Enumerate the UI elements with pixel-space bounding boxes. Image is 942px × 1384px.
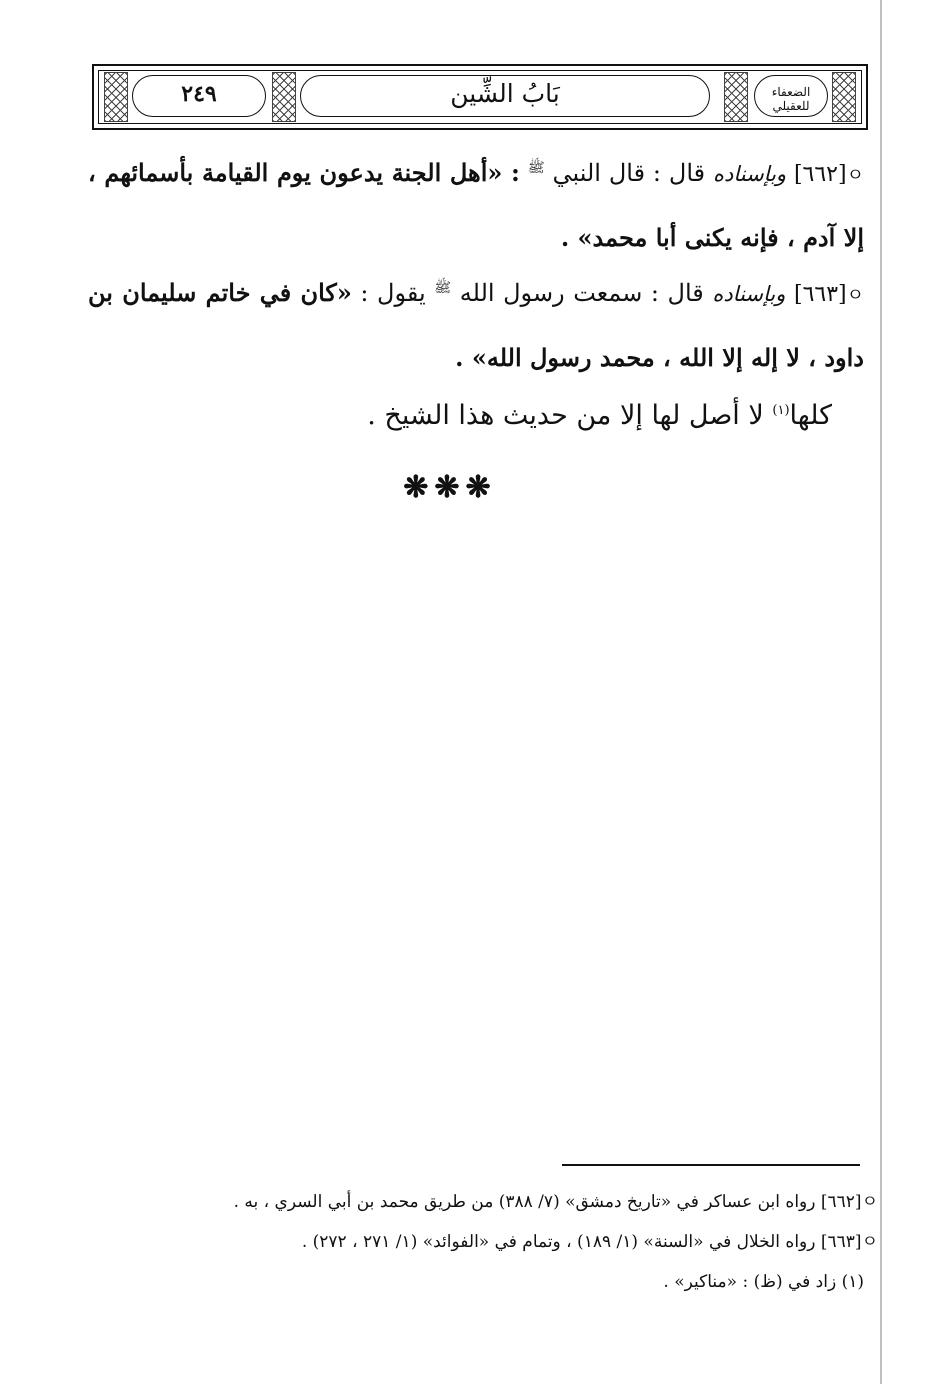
page-number-cartouche (132, 75, 266, 117)
blessing-glyph: ﷺ (434, 280, 452, 296)
section-separator: ❋❋❋ (403, 470, 497, 505)
entry-number: [٦٦٣] (793, 282, 847, 307)
footnote-reference: (١) (772, 403, 790, 418)
page-number: ٢٤٩ (181, 81, 217, 107)
page-spine-line (880, 0, 882, 1384)
entry-number: [٦٦٢] (793, 162, 847, 187)
ornament-icon (104, 72, 128, 122)
comment-lead: كلها (789, 400, 832, 431)
entry-marker-icon: ㅇ (846, 165, 864, 186)
book-title: الضعفاء للعقيلي (771, 85, 811, 113)
entry-intro: قال : سمعت رسول الله (459, 279, 704, 307)
entry-marker-icon: ㅇ (846, 285, 864, 306)
chapter-title: بَابُ الشِّين (450, 79, 560, 108)
isnad-phrase: وبإسناده (713, 162, 787, 186)
comment-text: لا أصل لها إلا من حديث هذا الشيخ . (367, 400, 764, 431)
footnotes (150, 1182, 878, 1302)
hadith-entry (88, 142, 864, 269)
author-comment (88, 386, 832, 446)
chapter-title-cartouche (300, 75, 710, 117)
footnote: (١) زاد في (ظ) : «مناكير» . (663, 1272, 864, 1292)
running-header (92, 64, 868, 130)
hadith-entry (88, 262, 864, 389)
isnad-phrase: وبإسناده (712, 282, 786, 306)
hadith-text: «كان في خاتم سليمان بن داود ، لا إله إلا الله ، محمد رسول الله» . (88, 278, 864, 372)
book-title-cartouche (754, 75, 828, 117)
footnote-rule (562, 1164, 860, 1166)
ornament-icon (272, 72, 296, 122)
footnote: ㅇ[٦٦٢] رواه ابن عساكر في «تاريخ دمشق» (٧/ ٣٨٨) من طريق محمد بن أبي السري ، به . (233, 1192, 878, 1212)
blessing-glyph: ﷺ (527, 160, 545, 176)
ornament-icon (832, 72, 856, 122)
entry-intro: قال : قال النبي (552, 159, 706, 187)
entry-verb: يقول : (360, 279, 426, 307)
hadith-text: : «أهل الجنة يدعون يوم القيامة بأسمائهم ، إلا آدم ، فإنه يكنى أبا محمد» . (88, 158, 864, 252)
ornament-icon (724, 72, 748, 122)
footnote: ㅇ[٦٦٣] رواه الخلال في «السنة» (١/ ١٨٩) ، وتمام في «الفوائد» (١/ ٢٧١ ، ٢٧٢) . (301, 1232, 878, 1252)
